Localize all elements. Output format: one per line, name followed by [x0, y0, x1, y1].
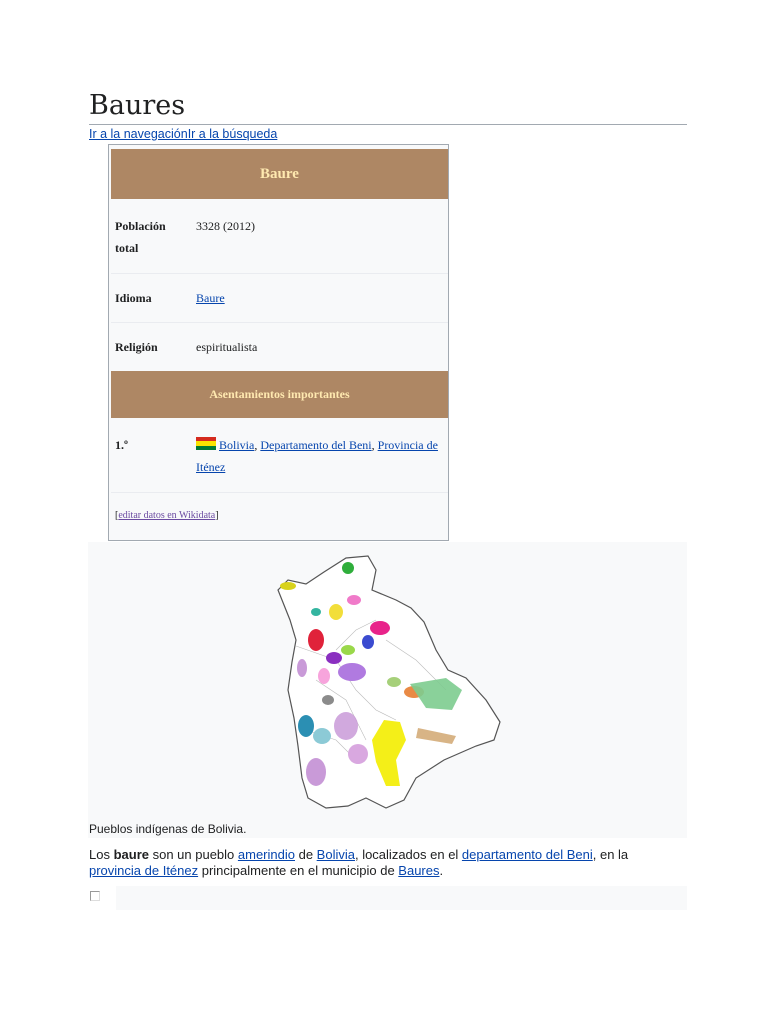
page-title: Baures [89, 88, 687, 125]
infobox-header: Baure [111, 149, 448, 199]
population-label: Población total [115, 219, 166, 255]
wikidata-edit-link[interactable]: editar datos en Wikidata [118, 510, 216, 521]
bold-term: baure [113, 847, 149, 862]
infobox-row-religion [111, 323, 448, 371]
province-link[interactable]: Provincia de Iténez [196, 438, 438, 474]
itenez-province-link[interactable]: provincia de Iténez [89, 863, 199, 878]
jump-to-search-link[interactable]: Ir a la búsqueda [187, 127, 278, 141]
language-link[interactable]: Baure [196, 291, 225, 305]
intro-paragraph: Los baure son un pueblo amerindio de Bolivia, localizados en el departamento del Beni, en la provincia de Iténez principalmente en el municipio de Baures. [89, 847, 629, 878]
figure [88, 542, 687, 838]
settlement-rank: 1.º [115, 438, 128, 452]
wikidata-edit: [editar datos en Wikidata] [115, 510, 219, 521]
amerindio-link[interactable]: amerindio [237, 847, 295, 862]
infobox-row-language [111, 274, 448, 323]
infobox-row-population [111, 201, 448, 274]
department-link[interactable]: Departamento del Beni [260, 438, 372, 452]
bolivia-paragraph-link[interactable]: Bolivia [316, 847, 355, 862]
religion-value: espiritualista [196, 340, 258, 354]
infobox-row-settlement [111, 420, 448, 493]
infobox [108, 144, 449, 541]
language-label: Idioma [115, 291, 152, 305]
bolivia-flag-icon [196, 437, 216, 450]
religion-label: Religión [115, 340, 158, 354]
settlement-value: Bolivia, Departamento del Beni, Provincia de Iténez [196, 438, 438, 474]
infobox-subheader: Asentamientos importantes [111, 371, 448, 418]
baures-municipality-link[interactable]: Baures [398, 863, 440, 878]
jump-to-navigation-link[interactable]: Ir a la navegación [89, 127, 188, 141]
bolivia-map-image[interactable] [276, 550, 506, 812]
bolivia-link[interactable]: Bolivia [219, 438, 255, 452]
population-value: 3328 (2012) [196, 219, 255, 233]
content-box [116, 886, 687, 910]
broken-image-icon [90, 891, 100, 901]
jump-links [89, 127, 277, 141]
beni-department-link[interactable]: departamento del Beni [461, 847, 593, 862]
figure-caption: Pueblos indígenas de Bolivia. [89, 822, 247, 836]
